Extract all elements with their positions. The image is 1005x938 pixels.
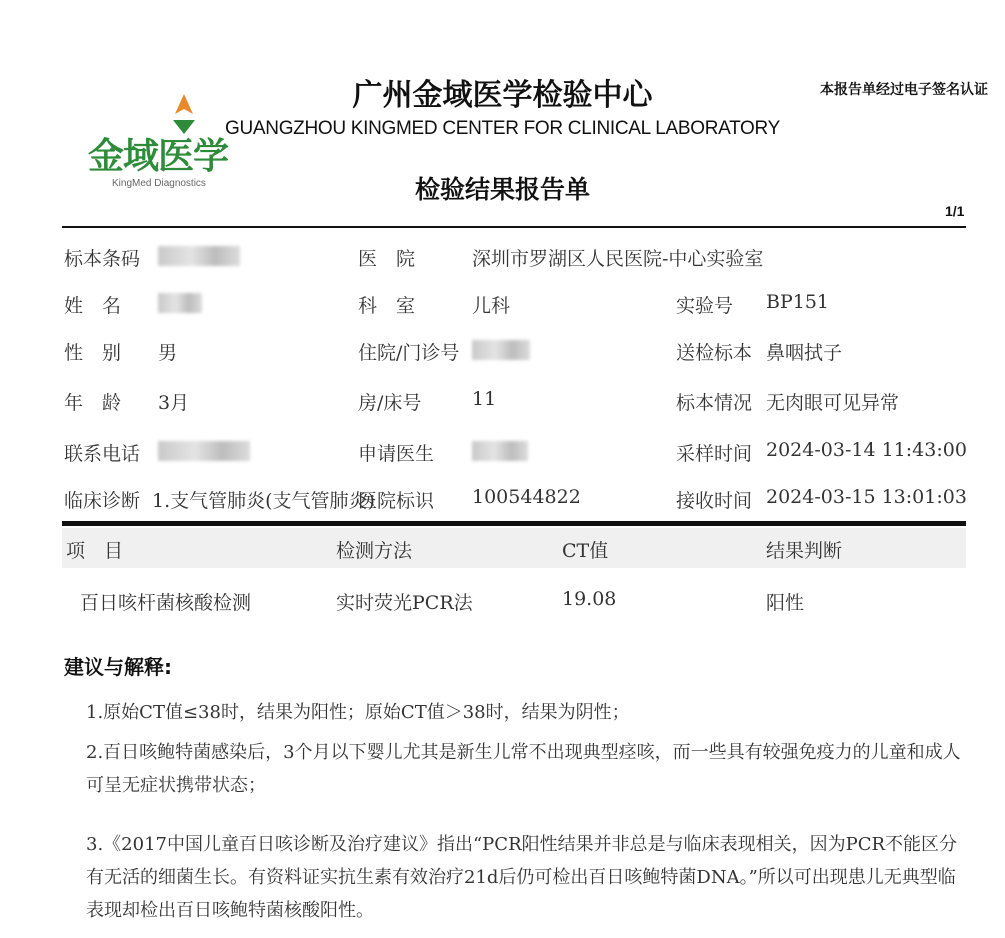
logo-text: 金域医学 xyxy=(88,136,229,177)
doctor-label: 申请医生 xyxy=(358,443,435,465)
page-number: 1/1 xyxy=(945,203,965,219)
receive-time-label: 接收时间 xyxy=(676,490,753,512)
specimen-status-label: 标本情况 xyxy=(676,392,753,414)
specimen-status-value: 无肉眼可见异常 xyxy=(766,392,900,414)
results-header-judgment: 结果判断 xyxy=(766,540,843,562)
sample-time-label: 采样时间 xyxy=(676,443,753,465)
lab-title-chinese: 广州金域医学检验中心 xyxy=(352,78,653,113)
results-thick-divider xyxy=(62,521,966,526)
results-header-item: 项 目 xyxy=(66,540,124,562)
phone-label: 联系电话 xyxy=(64,443,141,465)
advice-title: 建议与解释: xyxy=(64,655,172,679)
top-divider xyxy=(62,226,966,228)
advice-item-3: 3.《2017中国儿童百日咳诊断及治疗建议》指出“PCR阳性结果并非总是与临床表现相关，因为PCR不能区分有无活的细菌生长。有资料证实抗生素有效治疗21d后仍可检出百日咳鲍特菌DNA。”所以可出现患儿无典型临表现却检出百日咳鲍特菌核酸阳性。 xyxy=(86,834,958,921)
barcode-label: 标本条码 xyxy=(64,248,141,270)
doctor-value-redacted xyxy=(472,441,528,465)
name-label: 姓 名 xyxy=(64,295,122,317)
report-title: 检验结果报告单 xyxy=(414,175,590,204)
advice-item-2: 2.百日咳鲍特菌感染后，3个月以下婴儿尤其是新生儿常不出现典型痉咳，而一些具有较强免疫力的儿童和成人可呈无症状携带状态； xyxy=(86,742,961,796)
lab-no-value: BP151 xyxy=(766,291,830,313)
sample-time-value: 2024-03-14 11:43:00 xyxy=(766,439,967,461)
hospital-id-value: 100544822 xyxy=(472,486,581,508)
certification-note: 本报告单经过电子签名认证 xyxy=(820,82,988,98)
advice-item-1: 1.原始CT值≤38时，结果为阳性；原始CT值＞38时，结果为阴性； xyxy=(86,702,630,723)
age-label: 年 龄 xyxy=(64,392,122,414)
hospital-value: 深圳市罗湖区人民医院-中心实验室 xyxy=(472,248,764,270)
result-item: 百日咳杆菌核酸检测 xyxy=(80,592,252,614)
result-judgment: 阳性 xyxy=(766,592,805,614)
barcode-value-redacted xyxy=(158,246,240,270)
sex-label: 性 别 xyxy=(64,342,122,364)
dept-label: 科 室 xyxy=(358,295,416,317)
phone-value-redacted xyxy=(158,441,250,465)
hospital-label: 医 院 xyxy=(358,248,416,270)
bed-label: 房/床号 xyxy=(358,392,422,414)
admission-value-redacted xyxy=(472,340,530,364)
result-method: 实时荧光PCR法 xyxy=(336,592,473,614)
sex-value: 男 xyxy=(158,342,178,364)
specimen-value: 鼻咽拭子 xyxy=(766,342,843,364)
diagnosis-value: 1.支气管肺炎(支气管肺炎) xyxy=(152,490,375,512)
logo-subtitle: KingMed Diagnostics xyxy=(112,178,206,189)
hospital-id-label: 医院标识 xyxy=(358,490,435,512)
results-header-ct: CT值 xyxy=(562,540,609,562)
result-ct-value: 19.08 xyxy=(562,588,617,610)
bed-value: 11 xyxy=(472,388,497,410)
admission-label: 住院/门诊号 xyxy=(358,342,460,364)
lab-no-label: 实验号 xyxy=(676,295,734,317)
age-value: 3月 xyxy=(158,392,190,414)
diagnosis-label: 临床诊断 xyxy=(64,490,141,512)
results-header-method: 检测方法 xyxy=(336,540,413,562)
name-value-redacted xyxy=(158,293,202,317)
lab-title-english: GUANGZHOU KINGMED CENTER FOR CLINICAL LABORATORY xyxy=(225,118,780,139)
specimen-label: 送检标本 xyxy=(676,342,753,364)
dept-value: 儿科 xyxy=(472,295,511,317)
receive-time-value: 2024-03-15 13:01:03 xyxy=(766,486,967,508)
